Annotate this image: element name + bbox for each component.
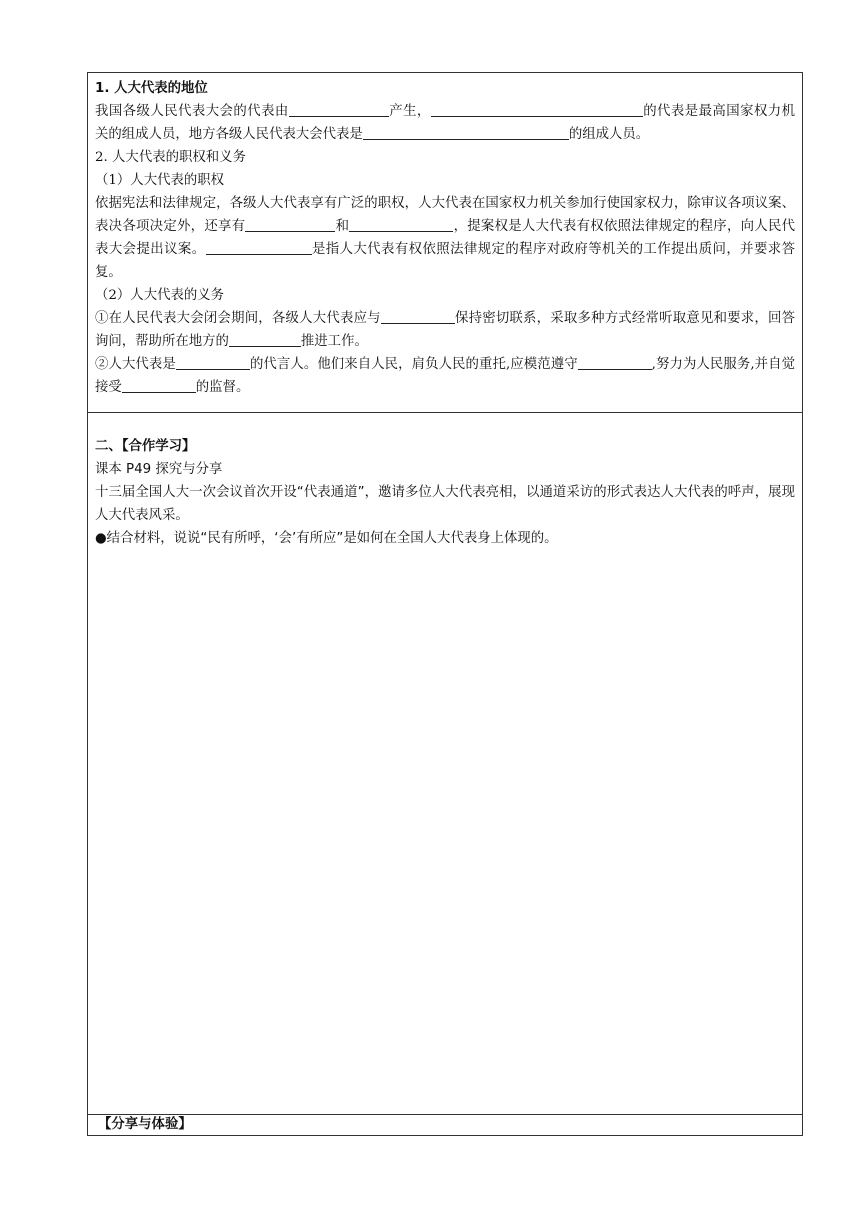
fill-blank[interactable] bbox=[349, 217, 453, 232]
cooperative-learning-cell bbox=[88, 413, 802, 1115]
fill-blank[interactable] bbox=[381, 309, 455, 324]
paragraph-duty-1: ①在人民代表大会闭会期间，各级人大代表应与 保持密切联系，采取多种方式经常听取意见和要求，回答询问，帮助所在地方的 推进工作。 bbox=[95, 311, 795, 349]
heading-status: 1. 人大代表的地位 bbox=[95, 81, 208, 96]
heading-powers-duties: 2. 人大代表的职权和义务 bbox=[95, 150, 246, 165]
paragraph-powers: 依据宪法和法律规定，各级人大代表享有广泛的职权，人大代表在国家权力机关参加行使国家权力，除审议各项议案、表决各项决定外，还享有 和 ，提案权是人大代表有权依照法律规定的程序，向人民代表大会提出议案。 是指人大代表有权依照法律规定的程序对政府等机关的工作提出质问，并要求答复。 bbox=[95, 196, 796, 280]
fill-blank[interactable] bbox=[206, 240, 312, 255]
fill-blank[interactable] bbox=[245, 217, 335, 232]
question-text: ●结合材料，说说“民有所呼，‘会’有所应”是如何在全国人大代表身上体现的。 bbox=[95, 531, 558, 546]
fill-blank[interactable] bbox=[363, 125, 569, 140]
fill-blank[interactable] bbox=[229, 332, 301, 347]
heading-share: 【分享与体验】 bbox=[98, 1117, 192, 1132]
material-text: 十三届全国人大一次会议首次开设“代表通道”，邀请多位人大代表亮相，以通道采访的形式表达人大代表的呼声，展现人大代表风采。 bbox=[95, 485, 795, 523]
subheading-powers: （1）人大代表的职权 bbox=[95, 173, 225, 188]
fill-blank[interactable] bbox=[431, 102, 643, 117]
worksheet-table bbox=[87, 72, 803, 1136]
textbook-reference: 课本 P49 探究与分享 bbox=[95, 462, 223, 477]
heading-cooperative: 二、【合作学习】 bbox=[95, 439, 196, 454]
paragraph-status: 我国各级人民代表大会的代表由 产生， 的代表是最高国家权力机关的组成人员，地方各级人民代表大会代表是 的组成人员。 bbox=[95, 104, 796, 142]
fill-blank[interactable] bbox=[578, 355, 652, 370]
subheading-duties: （2）人大代表的义务 bbox=[95, 288, 225, 303]
fill-blank[interactable] bbox=[289, 102, 389, 117]
fill-blank[interactable] bbox=[122, 378, 196, 393]
paragraph-duty-2: ②人大代表是 的代言人。他们来自人民，肩负人民的重托,应模范遵守 ,努力为人民服务,并自觉接受 的监督。 bbox=[95, 357, 796, 395]
knowledge-cell bbox=[88, 73, 802, 413]
fill-blank[interactable] bbox=[176, 355, 250, 370]
share-experience-cell bbox=[88, 1115, 802, 1135]
